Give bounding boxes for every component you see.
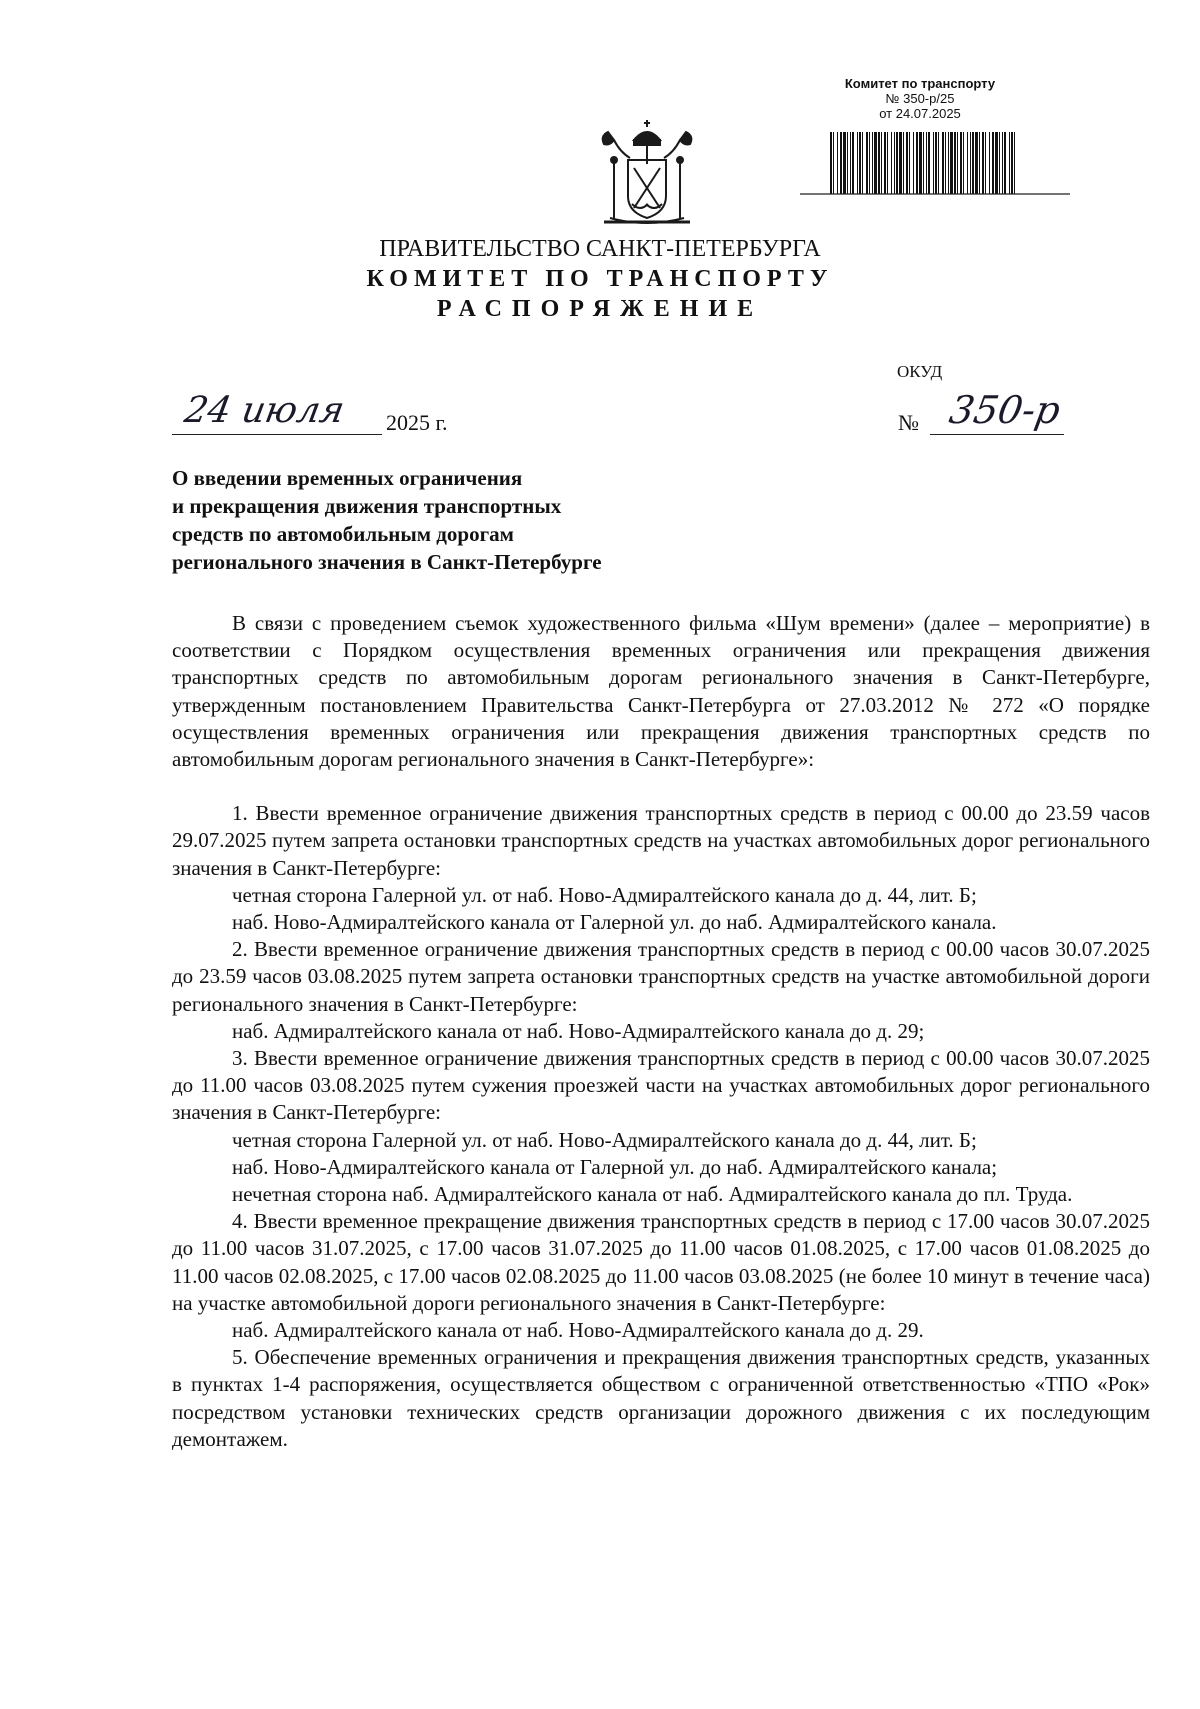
barcode-bar [960, 132, 962, 194]
item-3-subitem: нечетная сторона наб. Адмиралтейского канала от наб. Адмиралтейского канала до пл. Труда. [232, 1182, 1073, 1207]
barcode-bar [945, 132, 946, 194]
barcode-bar [979, 132, 980, 194]
document-subject [172, 464, 732, 576]
stamp-date: от 24.07.2025 [879, 106, 961, 121]
number-underline [930, 434, 1064, 435]
handwritten-number: 350-р [946, 388, 1064, 432]
barcode-bar [894, 132, 895, 194]
barcode-bar [950, 132, 953, 194]
subject-line: О введении временных ограничения [172, 466, 523, 490]
stamp-underline [800, 193, 1070, 195]
barcode-bar [878, 132, 880, 194]
barcode-bar [857, 132, 858, 194]
barcode-bar [903, 132, 904, 194]
item-3: 3. Ввести временное ограничение движения транспортных средств в период с 00.00 часов 30.07.2025 до 11.00 часов 03.08.2025 путем сужения проезжей части на участках автомобильных дорог регионального значения в Санкт-Петербурге: [172, 1046, 1150, 1125]
barcode-bar [1011, 132, 1013, 194]
item-2: 2. Ввести временное ограничение движения транспортных средств в период с 00.00 часов 30.07.2025 до 23.59 часов 03.08.2025 путем запрета остановки транспортных средств на участке автомобильной дороги регионального значения в Санкт-Петербурге: [172, 937, 1150, 1016]
subject-line: регионального значения в Санкт-Петербурге [172, 550, 602, 574]
item-3-subitem: четная сторона Галерной ул. от наб. Ново-Адмиралтейского канала до д. 44, лит. Б; [232, 1127, 977, 1152]
barcode-bar [926, 132, 927, 194]
subject-line: и прекращения движения транспортных [172, 494, 562, 518]
item-3-subitem: наб. Ново-Адмиралтейского канала от Галерной ул. до наб. Адмиралтейского канала; [232, 1154, 998, 1179]
registration-stamp [800, 76, 1040, 121]
barcode-bar [869, 132, 870, 194]
barcode-bar [833, 132, 834, 194]
barcode-bar [982, 132, 984, 194]
item-4: 4. Ввести временное прекращение движения транспортных средств в период с 17.00 часов 30.07.2025 до 11.00 часов 31.07.2025, с 17.00 часов 31.07.2025 до 11.00 часов 01.08.2025, с 17.00 часов 01.08.2025 до 11.00 часов 02.08.2025, с 17.00 часов 02.08.2025 до 11.00 часов 03.08.2025 (не более 10 минут в течение часа) на участке автомобильной дороги регионального значения в Санкт-Петербурге: [172, 1209, 1150, 1315]
barcode-bar [852, 132, 854, 194]
barcode-bar [999, 132, 1000, 194]
barcode-bar [957, 132, 958, 194]
barcode-bar [884, 132, 886, 194]
barcode-bar [916, 132, 918, 194]
preamble-paragraph: В связи с проведением съемок художественного фильма «Шум времени» (далее – мероприятие) в соответствии с Порядком осуществления временных ограничения или прекращения движения транспортных средств по автомобильным дорогам регионального значения в Санкт-Петербурге, утвержденным постановлением Правительства Санкт-Петербурга от 27.03.2012 № 272 «О порядке осуществления временных ограничения или прекращения движения транспортных средств по автомобильным дорогам регионального значения в Санкт-Петербурге»: [172, 611, 1150, 772]
committee-title: КОМИТЕТ ПО ТРАНСПОРТУ [366, 266, 834, 292]
barcode-bar [933, 132, 934, 194]
barcode-bar [938, 132, 939, 194]
item-5: 5. Обеспечение временных ограничения и прекращения движения транспортных средств, указанных в пунктах 1-4 распоряжения, осуществляется обществом с ограниченной ответственностью «ТПО «Рок» посредством установки технических средств организации дорожного движения с их последующим демонтажем. [172, 1345, 1150, 1451]
barcode-bar [837, 132, 838, 194]
barcode-bar [891, 132, 892, 194]
barcode-bar [995, 132, 998, 194]
barcode-bar [967, 132, 968, 194]
barcode-bar [840, 132, 842, 194]
barcode-bar [881, 132, 882, 194]
barcode-bar [862, 132, 863, 194]
barcode-bar [830, 132, 832, 194]
barcode-bar [896, 132, 898, 194]
barcode-bar [887, 132, 888, 194]
barcode-bar [935, 132, 937, 194]
barcode-bar [928, 132, 930, 194]
barcode-bar [992, 132, 994, 194]
barcode-bar [1004, 132, 1006, 194]
item-4-subitem: наб. Адмиралтейского канала от наб. Ново-Адмиралтейского канала до д. 29. [232, 1318, 924, 1343]
barcode-bar [954, 132, 956, 194]
stamp-number: № 350-р/25 [885, 91, 955, 106]
barcode-bar [872, 132, 873, 194]
item-1-subitem: наб. Ново-Адмиралтейского канала от Галерной ул. до наб. Адмиралтейского канала. [232, 910, 997, 935]
date-underline [172, 434, 382, 435]
handwritten-date: 24 июля [181, 390, 348, 431]
barcode-bar [923, 132, 924, 194]
government-title: ПРАВИТЕЛЬСТВО САНКТ-ПЕТЕРБУРГА [379, 236, 821, 262]
item-1-subitem: четная сторона Галерной ул. от наб. Ново-Адмиралтейского канала до д. 44, лит. Б; [232, 882, 977, 907]
barcode-bar [850, 132, 851, 194]
barcode-bar [975, 132, 978, 194]
barcode-bar [847, 132, 848, 194]
barcode-bar [1002, 132, 1003, 194]
barcode-bar [989, 132, 990, 194]
barcode-bar [913, 132, 914, 194]
barcode-bar [866, 132, 868, 194]
document-body [172, 610, 1150, 1453]
barcode [828, 132, 1020, 194]
barcode-bar [963, 132, 964, 194]
barcode-bar [972, 132, 974, 194]
barcode-bar [1014, 132, 1015, 194]
barcode-bar [1009, 132, 1010, 194]
barcode-bar [970, 132, 971, 194]
barcode-bar [919, 132, 922, 194]
barcode-bar [906, 132, 908, 194]
barcode-bar [985, 132, 986, 194]
barcode-bar [859, 132, 861, 194]
item-1: 1. Ввести временное ограничение движения транспортных средств в период с 00.00 до 23.59 часов 29.07.2025 путем запрета остановки транспортных средств на участках автомобильных дорог регионального значения в Санкт-Петербурге: [172, 801, 1150, 880]
barcode-bar [909, 132, 910, 194]
year-label: 2025 г. [386, 410, 448, 435]
stamp-org: Комитет по транспорту [844, 76, 996, 91]
document-type: РАСПОРЯЖЕНИЕ [436, 296, 764, 322]
barcode-bar [948, 132, 949, 194]
item-2-subitem: наб. Адмиралтейского канала от наб. Ново-Адмиралтейского канала до д. 29; [232, 1018, 925, 1043]
number-label: № [898, 410, 919, 435]
barcode-bar [874, 132, 877, 194]
coat-of-arms-icon [590, 118, 704, 230]
barcode-bar [899, 132, 902, 194]
barcode-bar [942, 132, 944, 194]
okud-label: ОКУД [897, 362, 943, 381]
subject-line: средств по автомобильным дорогам [172, 522, 514, 546]
barcode-bar [843, 132, 846, 194]
